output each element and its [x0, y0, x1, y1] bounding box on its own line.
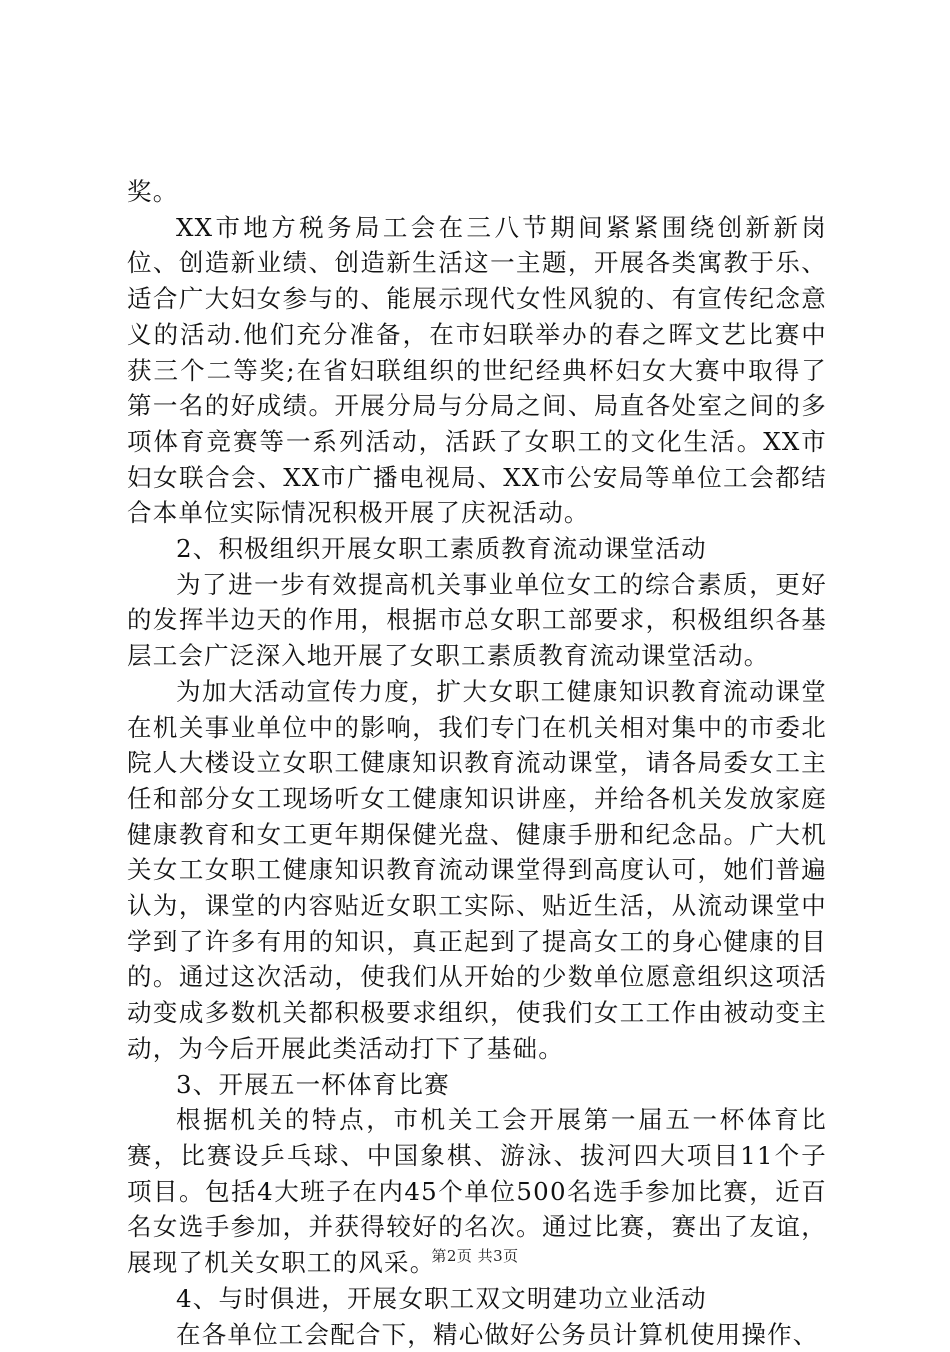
section-heading-4: 4、与时俱进，开展女职工双文明建功立业活动 — [127, 1281, 827, 1317]
paragraph-sports-contest: 根据机关的特点，市机关工会开展第一届五一杯体育比赛，比赛设乒乓球、中国象棋、游泳、拔河四大项目11个子项目。包括4大班子在内45个单位500名选手参加比赛，近百名女选手参加，并获得较好的名次。通过比赛，赛出了友谊，展现了机关女职工的风采。 — [127, 1102, 827, 1281]
paragraph-health-classroom: 为加大活动宣传力度，扩大女职工健康知识教育流动课堂在机关事业单位中的影响，我们专门在机关相对集中的市委北院人大楼设立女职工健康知识教育流动课堂，请各局委女工主任和部分女工现场听女工健康知识讲座，并给各机关发放家庭健康教育和女工更年期保健光盘、健康手册和纪念品。广大机关女工女职工健康知识教育流动课堂得到高度认可，她们普遍认为，课堂的内容贴近女职工实际、贴近生活，从流动课堂中学到了许多有用的知识，真正起到了提高女工的身心健康的目的。通过这次活动，使我们从开始的少数单位愿意组织这项活动变成多数机关都积极要求组织，使我们女工工作由被动变主动，为今后开展此类活动打下了基础。 — [127, 674, 827, 1067]
document-body — [127, 174, 827, 1352]
page-number-footer: 第2页 共3页 — [0, 1245, 950, 1266]
section-heading-2: 2、积极组织开展女职工素质教育流动课堂活动 — [127, 531, 827, 567]
section-heading-3: 3、开展五一杯体育比赛 — [127, 1067, 827, 1103]
paragraph-tax-bureau: XX市地方税务局工会在三八节期间紧紧围绕创新新岗位、创造新业绩、创造新生活这一主题，开展各类寓教于乐、适合广大妇女参与的、能展示现代女性风貌的、有宣传纪念意义的活动.他们充分准备，在市妇联举办的春之晖文艺比赛中获三个二等奖;在省妇联组织的世纪经典杯妇女大赛中取得了第一名的好成绩。开展分局与分局之间、局直各处室之间的多项体育竞赛等一系列活动，活跃了女职工的文化生活。XX市妇女联合会、XX市广播电视局、XX市公安局等单位工会都结合本单位实际情况积极开展了庆祝活动。 — [127, 210, 827, 531]
paragraph-quality-education: 为了进一步有效提高机关事业单位女工的综合素质，更好的发挥半边天的作用，根据市总女职工部要求，积极组织各基层工会广泛深入地开展了女职工素质教育流动课堂活动。 — [127, 567, 827, 674]
paragraph-computer-training: 在各单位工会配合下，精心做好公务员计算机使用操作、 — [127, 1317, 827, 1352]
paragraph-continuation: 奖。 — [127, 174, 827, 210]
